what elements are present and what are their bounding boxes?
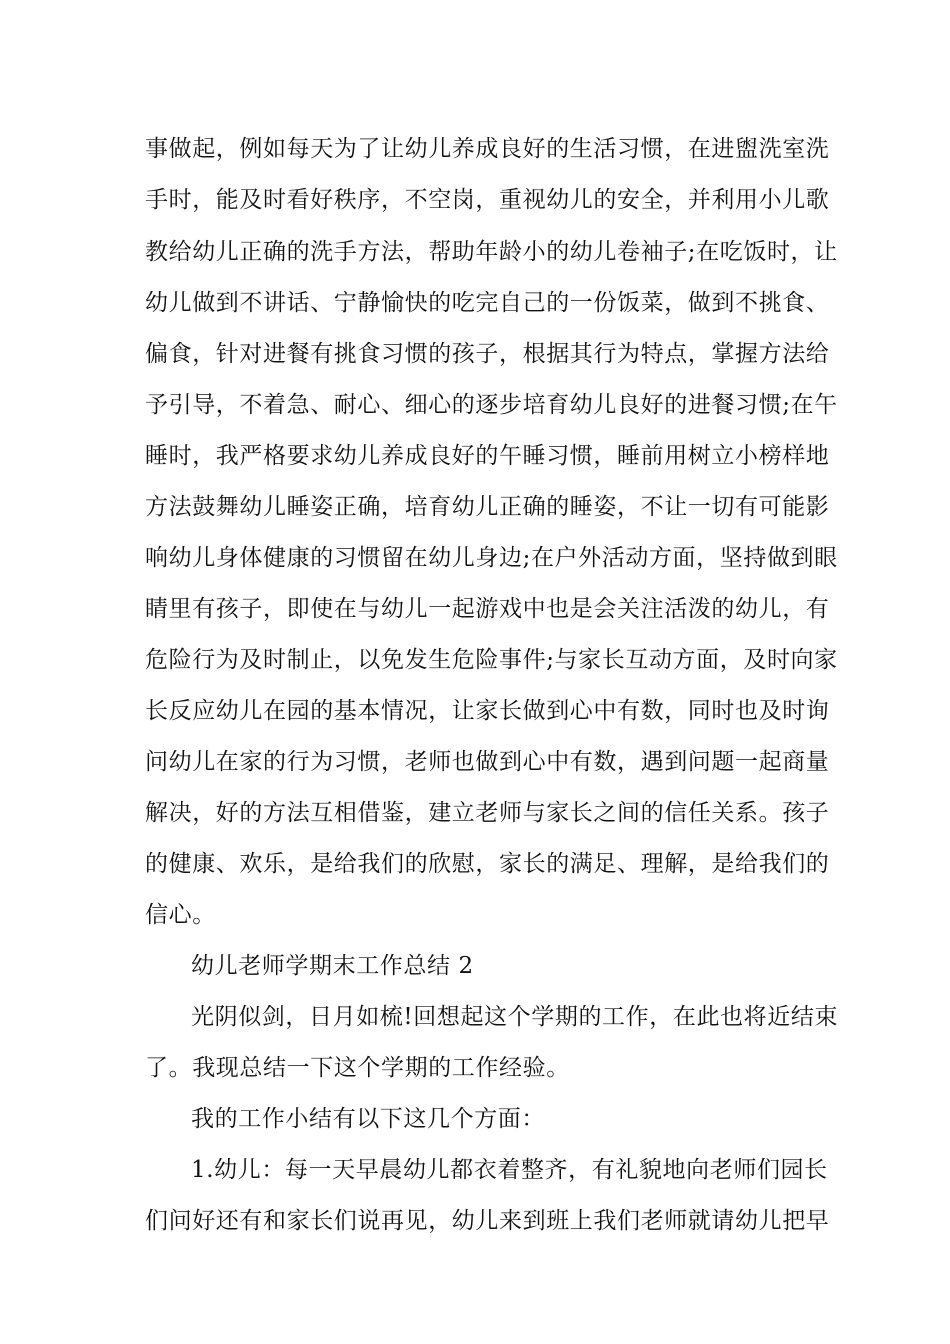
paragraph-line: 了。我现总结一下这个学期的工作经验。: [145, 1055, 570, 1081]
paragraph-line: 危险行为及时制止，以免发生危险事件;与家长互动方面，及时向家: [145, 647, 838, 673]
paragraph-line: 方法鼓舞幼儿睡姿正确，培育幼儿正确的睡姿，不让一切有可能影: [145, 494, 830, 520]
paragraph-line: 们问好还有和家长们说再见，幼儿来到班上我们老师就请幼儿把早: [145, 1208, 830, 1234]
paragraph-line: 予引导，不着急、耐心、细心的逐步培育幼儿良好的进餐习惯;在午: [145, 392, 838, 418]
paragraph-line: 解决，好的方法互相借鉴，建立老师与家长之间的信任关系。孩子: [145, 800, 830, 826]
section-heading: 幼儿老师学期末工作总结 2: [191, 953, 474, 979]
paragraph-line: 教给幼儿正确的洗手方法，帮助年龄小的幼儿卷袖子;在吃饭时，让: [145, 239, 838, 265]
paragraph-line: 偏食，针对进餐有挑食习惯的孩子，根据其行为特点，掌握方法给: [145, 341, 830, 367]
paragraph-line: 睛里有孩子，即使在与幼儿一起游戏中也是会关注活泼的幼儿，有: [145, 596, 830, 622]
paragraph-line: 我的工作小结有以下这几个方面：: [191, 1106, 545, 1132]
paragraph-line: 信心。: [145, 902, 216, 928]
paragraph-line: 幼儿做到不讲话、宁静愉快的吃完自己的一份饭菜，做到不挑食、: [145, 290, 830, 316]
paragraph-line: 长反应幼儿在园的基本情况，让家长做到心中有数，同时也及时询: [145, 698, 830, 724]
list-item-line: 1.幼儿：每一天早晨幼儿都衣着整齐，有礼貌地向老师们园长: [191, 1157, 828, 1183]
paragraph-line: 睡时，我严格要求幼儿养成良好的午睡习惯，睡前用树立小榜样地: [145, 443, 830, 469]
paragraph-line: 问幼儿在家的行为习惯，老师也做到心中有数，遇到问题一起商量: [145, 749, 830, 775]
paragraph-line: 响幼儿身体健康的习惯留在幼儿身边;在户外活动方面，坚持做到眼: [145, 545, 838, 571]
paragraph-line: 的健康、欢乐，是给我们的欣慰，家长的满足、理解，是给我们的: [145, 851, 830, 877]
paragraph-line: 手时，能及时看好秩序，不空岗，重视幼儿的安全，并利用小儿歌: [145, 187, 830, 213]
paragraph-line: 光阴似剑，日月如梳!回想起这个学期的工作，在此也将近结束: [191, 1004, 839, 1030]
paragraph-line: 事做起，例如每天为了让幼儿养成良好的生活习惯，在进盥洗室洗: [145, 136, 830, 162]
